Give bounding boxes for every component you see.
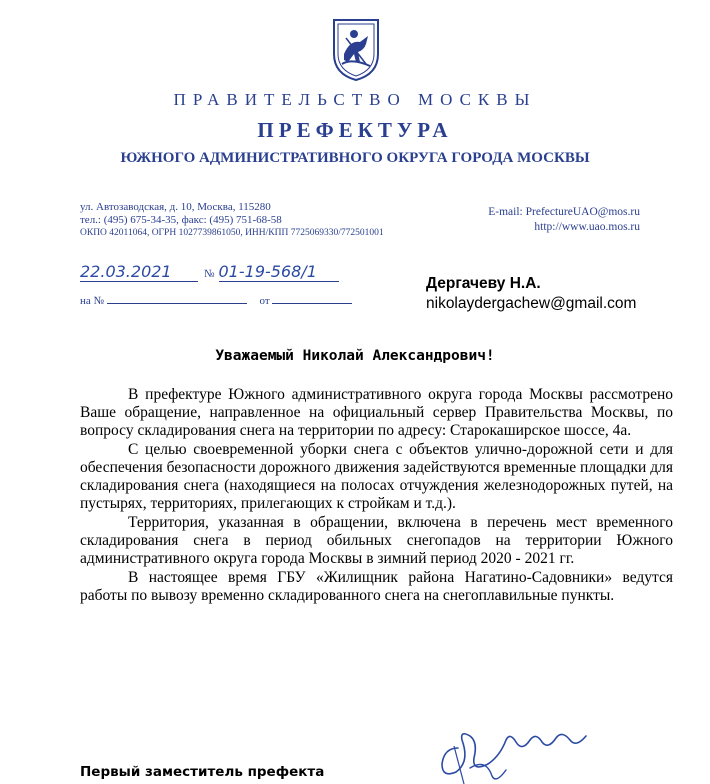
from-blank	[272, 293, 352, 304]
address-line: ул. Автозаводская, д. 10, Москва, 115280	[80, 201, 271, 213]
government-title: ПРАВИТЕЛЬСТВО МОСКВЫ	[173, 90, 537, 109]
handwritten-signature	[430, 718, 600, 784]
ref-blank	[107, 293, 247, 304]
contact-block	[488, 205, 640, 235]
letter-body	[80, 386, 673, 606]
recipient-block	[426, 274, 636, 314]
body-paragraph: Территория, указанная в обращении, включена в перечень мест временного складирования снега в период обильных снегопадов на территории Южного административного округа города Москвы в зимний период 2020 - 2021 гг.	[80, 514, 673, 567]
website-line[interactable]: http://www.uao.mos.ru	[534, 221, 640, 233]
registration-number: 01-19-568/1	[219, 262, 339, 282]
moscow-coat-of-arms-icon	[330, 14, 382, 82]
from-label: от	[259, 295, 270, 307]
body-paragraph: С целью своевременной уборки снега с объектов улично-дорожной сети и для обеспечения безопасности дорожного движения задействуются временные площадки для складирования снега (находящиеся на полосах отчуждения железнодорожных путей, на пустырях, территориях, прилегающих к стройкам и т.д.).	[80, 441, 673, 512]
reference-line	[80, 293, 352, 307]
recipient-name: Дергачеву Н.А.	[426, 275, 541, 292]
phone-line: тел.: (495) 675-34-35, факс: (495) 751-68-58	[80, 214, 282, 226]
number-label: №	[204, 268, 215, 280]
registry-codes: ОКПО 42011064, ОГРН 1027739861050, ИНН/КПП 7725069330/772501001	[80, 228, 384, 238]
ref-label: на №	[80, 295, 105, 307]
prefecture-title: ПРЕФЕКТУРА	[257, 118, 453, 142]
district-title: ЮЖНОГО АДМИНИСТРАТИВНОГО ОКРУГА ГОРОДА МОСКВЫ	[120, 150, 590, 166]
registration-number-field	[204, 262, 339, 282]
salutation: Уважаемый Николай Александрович!	[215, 348, 495, 364]
email-line[interactable]: E-mail: PrefectureUAO@mos.ru	[488, 206, 640, 218]
body-paragraph: В префектуре Южного административного округа города Москвы рассмотрено Ваше обращение, направленное на официальный сервер Правительства Москвы, по вопросу складирования снега на территории по адресу: Старокаширское шоссе, 4а.	[80, 386, 673, 439]
address-block	[80, 201, 384, 240]
registration-date: 22.03.2021	[80, 262, 198, 282]
recipient-email: nikolaydergachew@gmail.com	[426, 295, 637, 312]
registration-date-field	[80, 262, 198, 282]
signatory-title: Первый заместитель префекта	[80, 764, 325, 780]
body-paragraph: В настоящее время ГБУ «Жилищник района Нагатино-Садовники» ведутся работы по вывозу временно складированного снега на снегоплавильные пункты.	[80, 569, 673, 604]
